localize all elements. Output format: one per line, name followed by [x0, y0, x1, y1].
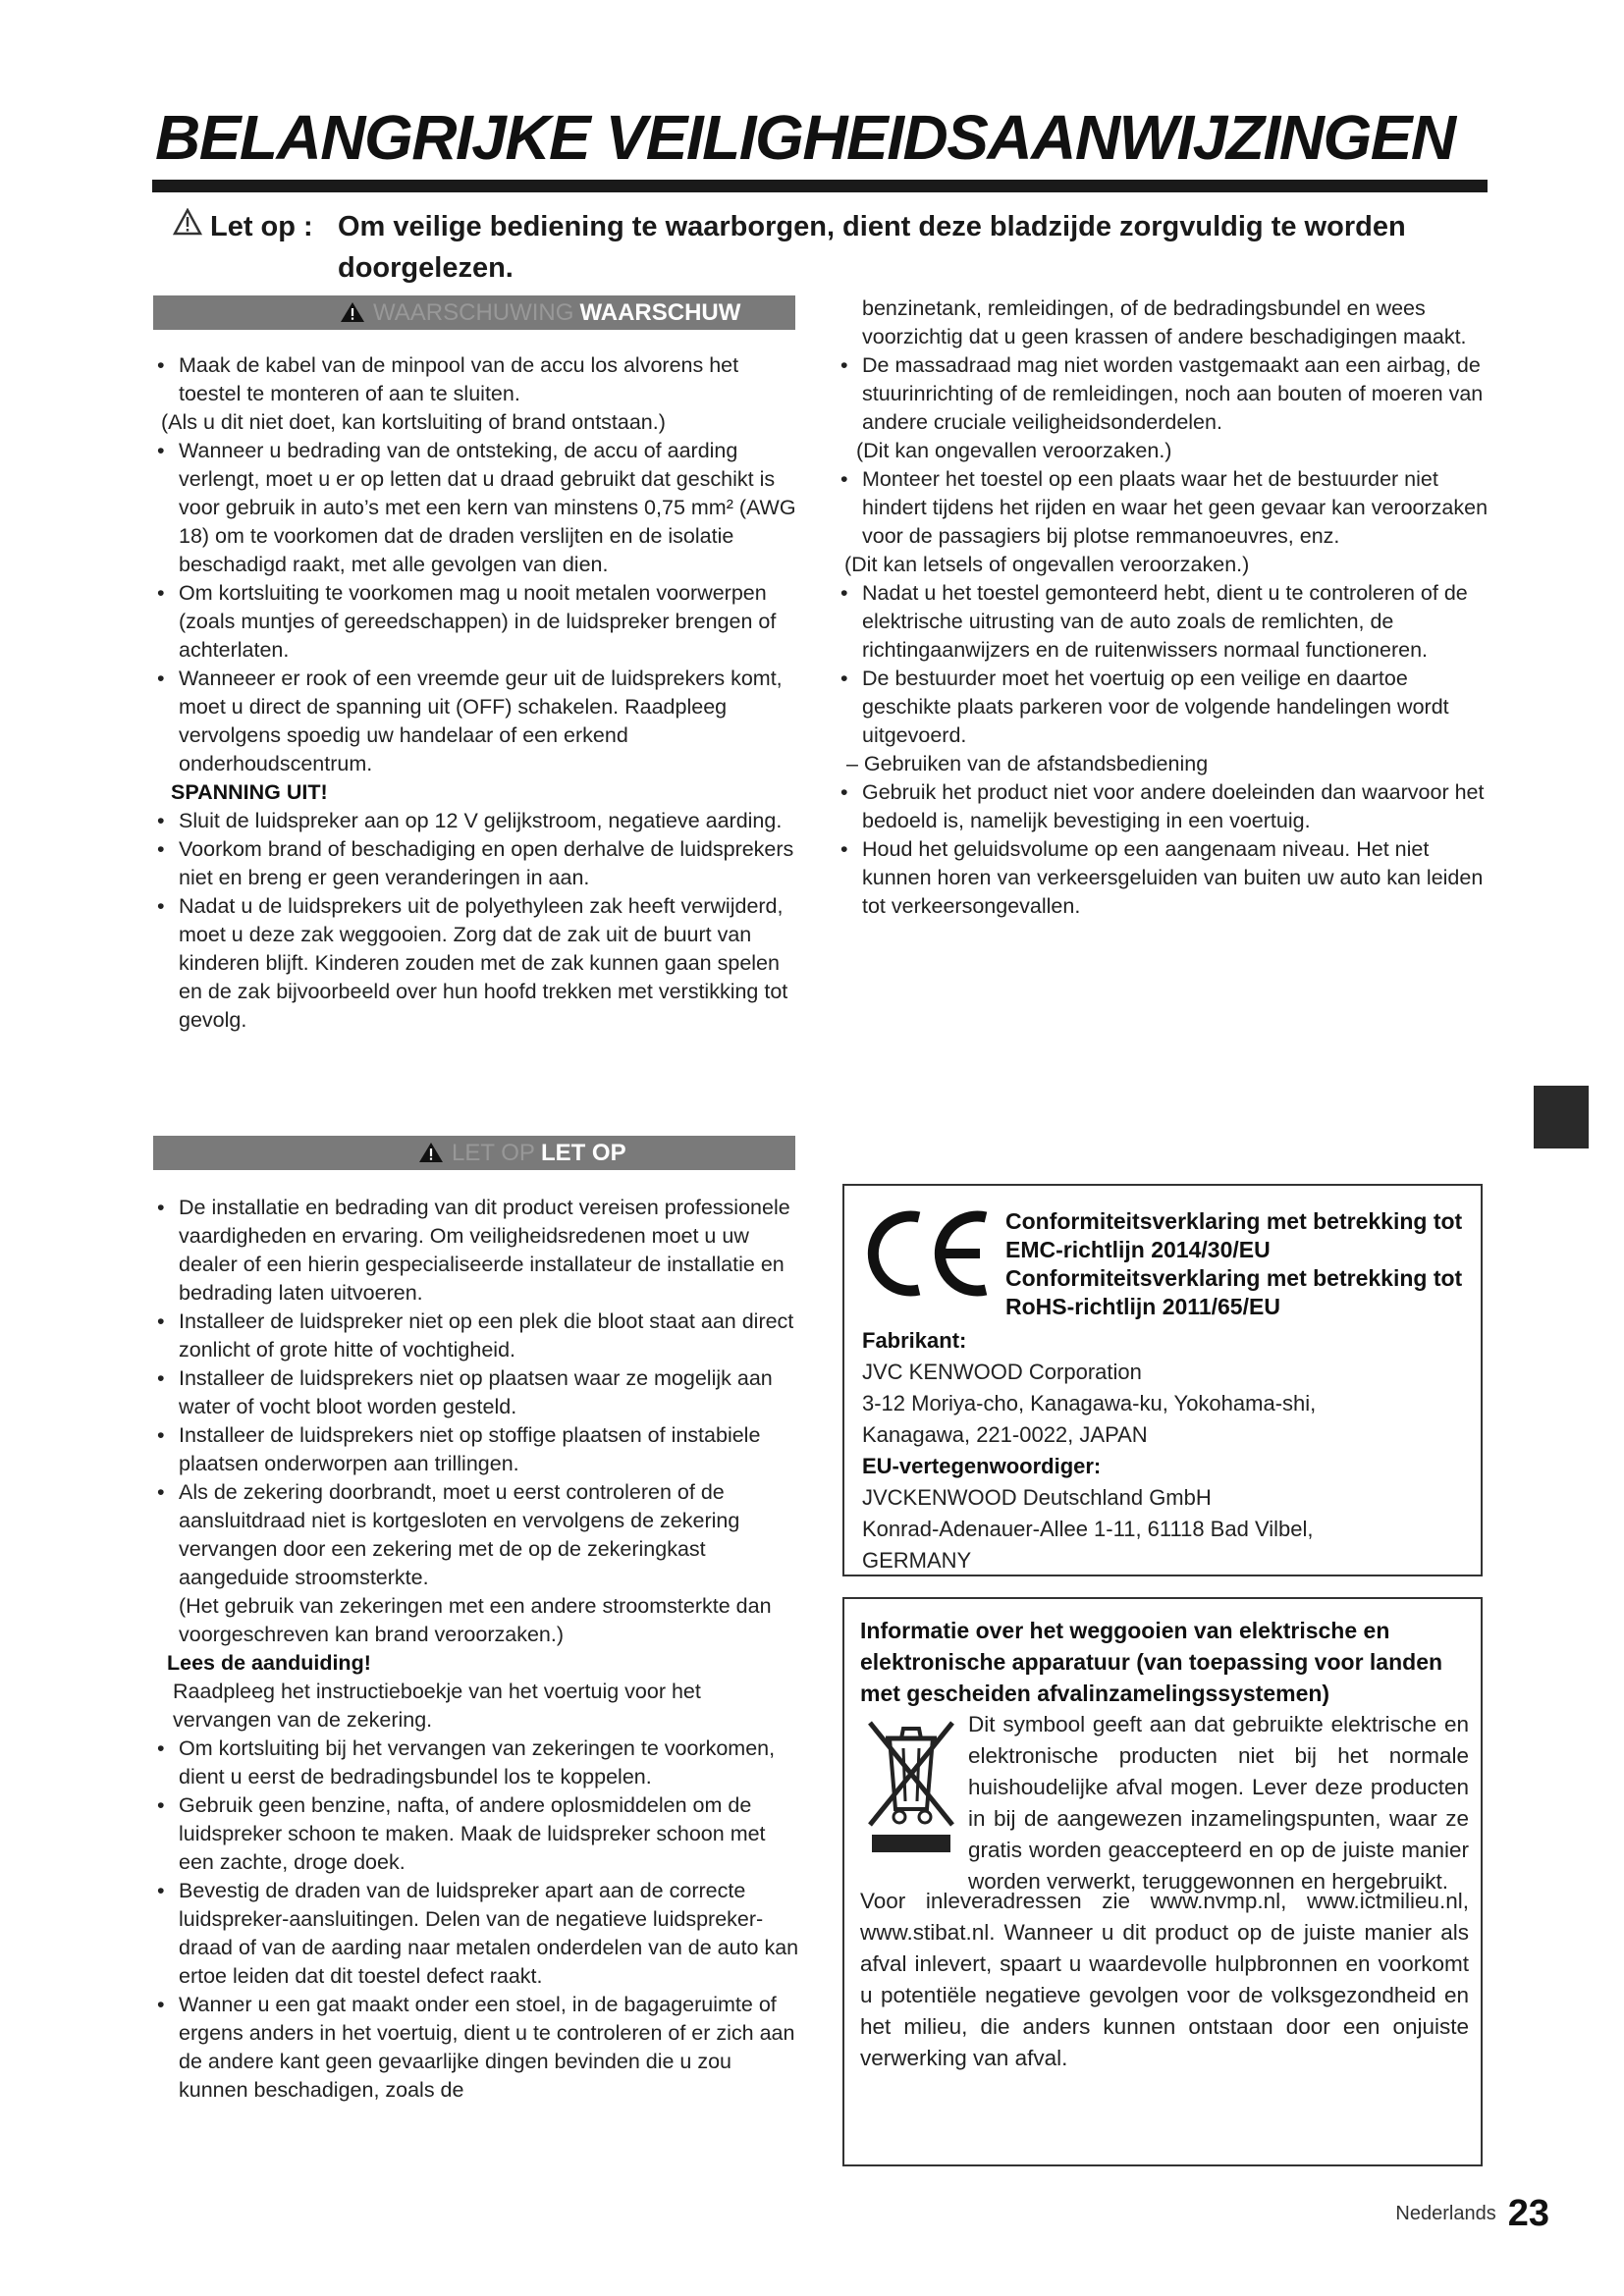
ce-declaration-text — [1005, 1207, 1477, 1321]
list-item: • Houd het geluidsvolume op een aangenaam niveau. Het niet kunnen horen van verkeersgeluiden van buiten uw auto kan leiden tot verkeersongevallen. — [837, 835, 1490, 921]
list-item: • Wanner u een gat maakt onder een stoel, in de bagageruimte of ergens anders in het voertuig, dient u te controleren of er zich aan de andere kant geen gevaarlijke dingen bevinden die u zou kunnen beschadigen, zoals de — [153, 1991, 799, 2105]
list-item: • Nadat u de luidsprekers uit de polyethyleen zak heeft verwijderd, moet u deze zak weggooien. Zorg dat de zak uit de buurt van kinderen blijft. Kinderen zouden met de zak kunnen gaan spelen en de zak bijvoorbeeld over hun hoofd trekken met verstikking tot gevolg. — [153, 892, 799, 1035]
list-item: • Bevestig de draden van de luidspreker apart aan de correcte luidspreker-aansluitingen. Delen van de negatieve luidspreker-draad of van de aarding naar metalen onderdelen van de auto kan ertoe leiden dat dit toestel defect raakt. — [153, 1877, 799, 1991]
eu-representative-label: EU-vertegenwoordiger: — [862, 1454, 1102, 1478]
list-item: • Installeer de luidsprekers niet op stoffige plaatsen of instabiele plaatsen onderworpen aan trillingen. — [153, 1421, 799, 1478]
list-item: • Om kortsluiting bij het vervangen van zekeringen te voorkomen, dient u eerst de bedradingsbundel los te koppelen. — [153, 1735, 799, 1791]
caution-band-triangle-icon — [418, 1140, 444, 1166]
warning-band — [153, 295, 795, 330]
list-item: • De bestuurder moet het voertuig op een veilige en daartoe geschikte plaats parkeren voor de volgende handelingen wordt uitgevoerd. — [837, 665, 1490, 750]
list-note: (Als u dit niet doet, kan kortsluiting of brand ontstaan.) — [161, 410, 666, 434]
footer-language: Nederlands — [1395, 2203, 1496, 2224]
list-item: • Om kortsluiting te voorkomen mag u nooit metalen voorwerpen (zoals muntjes of gereedschappen) in de luidspreker brengen of achterlaten. — [153, 579, 799, 665]
let-op-notice — [173, 206, 1449, 284]
warning-band-label: WAARSCHUW — [579, 299, 741, 326]
list-item: • Nadat u het toestel gemonteerd hebt, dient u te controleren of de elektrische uitrusting van de auto zoals de remlichten, de richtingaanwijzers en de ruitenwissers normaal functioneren. — [837, 579, 1490, 665]
list-item-continued: benzinetank, remleidingen, of de bedradingsbundel en wees voorzichtig dat u geen krassen of andere beschadigingen maakt. — [862, 296, 1467, 348]
caution-list — [153, 1194, 799, 2105]
ce-declaration-box — [842, 1184, 1483, 1576]
fabrikant-name: JVC KENWOOD Corporation — [862, 1360, 1142, 1384]
list-item: • Gebruik het product niet voor andere doeleinden dan waarvoor het bedoeld is, namelijk bevestiging in een voertuig. — [837, 778, 1490, 835]
warning-triangle-icon — [173, 206, 206, 247]
warning-list — [153, 351, 799, 1035]
list-item: • Voorkom brand of beschadiging en open derhalve de luidsprekers niet en breng er geen veranderingen in aan. — [153, 835, 799, 892]
warning-band-triangle-icon — [340, 299, 365, 326]
section-tab-marker — [1534, 1086, 1589, 1148]
page-title: BELANGRIJKE VEILIGHEIDSAANWIJZINGEN — [155, 102, 1455, 173]
ce-mark-icon — [864, 1209, 992, 1298]
let-op-label: Let op : — [210, 211, 313, 242]
weee-heading: Informatie over het weggooien van elektrische en elektronische apparatuur (van toepassing voor landen met gescheiden afvalinzamelingssystemen) — [860, 1618, 1443, 1706]
list-item: • Als de zekering doorbrandt, moet u eerst controleren of de aansluitdraad niet is kortgesloten en vervolgens de zekering vervangen door een zekering met de op de zekeringkast aangeduide stroomsterkte. — [153, 1478, 799, 1592]
list-item: • Wanneeer er rook of een vreemde geur uit de luidsprekers komt, moet u direct de spanning uit (OFF) schakelen. Raadpleeg vervolgens spoedig uw handelaar of een erkend onderhoudscentrum. — [153, 665, 799, 778]
list-item: • Sluit de luidspreker aan op 12 V gelijkstroom, negatieve aarding. — [153, 807, 799, 835]
crossed-bin-icon — [860, 1715, 962, 1852]
list-item: • Installeer de luidspreker niet op een plek die bloot staat aan direct zonlicht of grote hitte of vochtigheid. — [153, 1308, 799, 1364]
weee-symbol-text: Dit symbool geeft aan dat gebruikte elektrische en elektronische producten niet bij het normale huishoudelijke afval mogen. Lever deze producten in bij de aangewezen inzamelingspunten, waar ze gratis worden geaccepteerd en op de juiste manier worden verwerkt, teruggewonnen en hergebruikt. — [968, 1712, 1469, 1894]
warning-band-ghost-text: WAARSCHUWING — [373, 299, 574, 326]
fabrikant-address-1: 3-12 Moriya-cho, Kanagawa-ku, Yokohama-shi, — [862, 1391, 1317, 1415]
caution-band-ghost-text: LET OP — [452, 1140, 535, 1166]
list-item: • Wanneer u bedrading van de ontsteking, de accu of aarding verlengt, moet u er op letten dat u draad gebruikt dat geschikt is voor gebruik in auto’s met een kern van minstens 0,75 mm² (AWG 18) om te voorkomen dat de draden verslijten en de isolatie beschadigd raakt, met alle gevolgen van dien. — [153, 437, 799, 579]
list-note: Raadpleeg het instructieboekje van het voertuig voor het vervangen van de zekering. — [173, 1680, 701, 1732]
list-sub-item: – Gebruiken van de afstandsbediening — [846, 752, 1209, 775]
fabrikant-label: Fabrikant: — [862, 1328, 967, 1353]
list-item: • Maak de kabel van de minpool van de accu los alvorens het toestel te monteren of aan te sluiten. — [153, 351, 799, 408]
page-number: 23 — [1507, 2193, 1549, 2234]
eu-representative-address-2: GERMANY — [862, 1548, 972, 1573]
list-note: (Dit kan letsels of ongevallen veroorzaken.) — [844, 553, 1250, 576]
weee-disposal-box — [842, 1597, 1483, 2166]
ce-rohs-line: Conformiteitsverklaring met betrekking tot RoHS-richtlijn 2011/65/EU — [1005, 1265, 1463, 1319]
subheading: Lees de aanduiding! — [167, 1651, 371, 1675]
weee-main-text: Voor inleveradressen zie www.nvmp.nl, www.ictmilieu.nl, www.stibat.nl. Wanneer u dit product op de juiste manier als afval inlevert, spaart u waardevolle hulpbronnen en voorkomt u potentiële negatieve gevolgen voor de volksgezondheid en het milieu, die anders kunnen ontstaan door een onjuiste verwerking van afval. — [860, 1889, 1469, 2070]
list-item: • De installatie en bedrading van dit product vereisen professionele vaardigheden en ervaring. Om veiligheidsredenen moet u uw dealer of een hierin gespecialiseerde installateur de installatie en bedrading laten uitvoeren. — [153, 1194, 799, 1308]
eu-representative-address-1: Konrad-Adenauer-Allee 1-11, 61118 Bad Vilbel, — [862, 1517, 1314, 1541]
subheading: SPANNING UIT! — [171, 780, 328, 804]
weee-bar-mark — [872, 1835, 950, 1852]
warning-list-continued — [837, 294, 1490, 921]
list-item: • Monteer het toestel op een plaats waar het de bestuurder niet hindert tijdens het rijden en waar het geen gevaar kan veroorzaken voor de passagiers bij plotse remmanoeuvres, enz. — [837, 465, 1490, 551]
caution-band — [153, 1136, 795, 1170]
ce-contact-block — [862, 1325, 1471, 1576]
list-note: (Dit kan ongevallen veroorzaken.) — [856, 439, 1172, 462]
eu-representative-name: JVCKENWOOD Deutschland GmbH — [862, 1485, 1212, 1510]
title-rule — [152, 180, 1488, 192]
page-footer — [1395, 2193, 1549, 2235]
list-item: • Gebruik geen benzine, nafta, of andere oplosmiddelen om de luidspreker schoon te maken. Maak de luidspreker schoon met een zachte, droge doek. — [153, 1791, 799, 1877]
list-item: • Installeer de luidsprekers niet op plaatsen waar ze mogelijk aan water of vocht bloot worden gesteld. — [153, 1364, 799, 1421]
let-op-text: Om veilige bediening te waarborgen, dient deze bladzijde zorgvuldig te worden doorgelezen. — [338, 211, 1406, 284]
caution-band-label: LET OP — [540, 1140, 626, 1166]
list-item: • De massadraad mag niet worden vastgemaakt aan een airbag, de stuurinrichting of de remleidingen, noch aan bouten of moeren van andere cruciale veiligheidsonderdelen. — [837, 351, 1490, 437]
fabrikant-address-2: Kanagawa, 221-0022, JAPAN — [862, 1422, 1148, 1447]
ce-emc-line: Conformiteitsverklaring met betrekking tot EMC-richtlijn 2014/30/EU — [1005, 1208, 1463, 1262]
list-note: (Het gebruik van zekeringen met een andere stroomsterkte dan voorgeschreven kan brand veroorzaken.) — [179, 1594, 772, 1646]
